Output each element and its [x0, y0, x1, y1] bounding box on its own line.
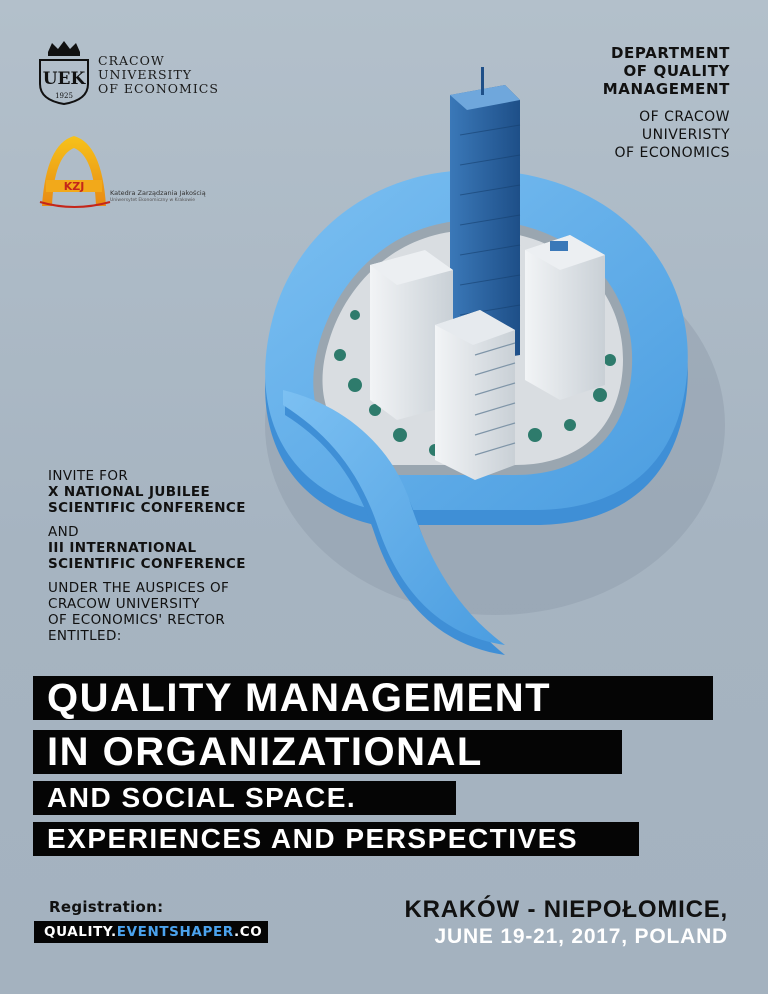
chair-name: Katedra Zarządzania Jakością Uniwersytet Ekonomiczny w Krakowie	[110, 189, 206, 203]
title-line-2: IN ORGANIZATIONAL	[33, 730, 622, 774]
university-year: 1925	[55, 92, 73, 100]
invite-line: OF ECONOMICS' RECTOR	[48, 612, 226, 628]
invite-line: ENTITLED:	[48, 628, 122, 644]
invite-line: SCIENTIFIC CONFERENCE	[48, 556, 246, 572]
chair-logo-icon	[34, 130, 114, 210]
title-line-1: QUALITY MANAGEMENT	[33, 676, 713, 720]
chair-monogram: KZJ	[63, 180, 85, 193]
invite-line: CRACOW UNIVERSITY	[48, 596, 200, 612]
university-name: CRACOW UNIVERSITY OF ECONOMICS	[98, 53, 219, 96]
event-dates: JUNE 19-21, 2017, POLAND	[434, 925, 728, 948]
invite-line: INVITE FOR	[48, 468, 129, 484]
invite-block	[48, 468, 246, 644]
invite-line: AND	[48, 524, 79, 540]
university-crest-icon	[36, 38, 92, 108]
department-subtitle: OF CRACOW UNIVERISTY OF ECONOMICS	[614, 109, 730, 161]
title-line-3: AND SOCIAL SPACE.	[33, 781, 456, 815]
q-city-illustration	[205, 55, 725, 695]
department-title: DEPARTMENT OF QUALITY MANAGEMENT	[602, 44, 730, 98]
event-location: KRAKÓW - NIEPOŁOMICE,	[404, 896, 728, 923]
university-monogram: UEK	[42, 69, 86, 89]
registration-label: Registration:	[49, 898, 164, 916]
event-location-dates	[405, 896, 728, 950]
invite-line: UNDER THE AUSPICES OF	[48, 580, 230, 596]
invite-line: III INTERNATIONAL	[48, 540, 197, 556]
invite-line: SCIENTIFIC CONFERENCE	[48, 500, 246, 516]
invite-line: X NATIONAL JUBILEE	[48, 484, 211, 500]
registration-link[interactable]: QUALITY.EVENTSHAPER.CO	[34, 921, 268, 943]
title-line-4: EXPERIENCES AND PERSPECTIVES	[33, 822, 639, 856]
